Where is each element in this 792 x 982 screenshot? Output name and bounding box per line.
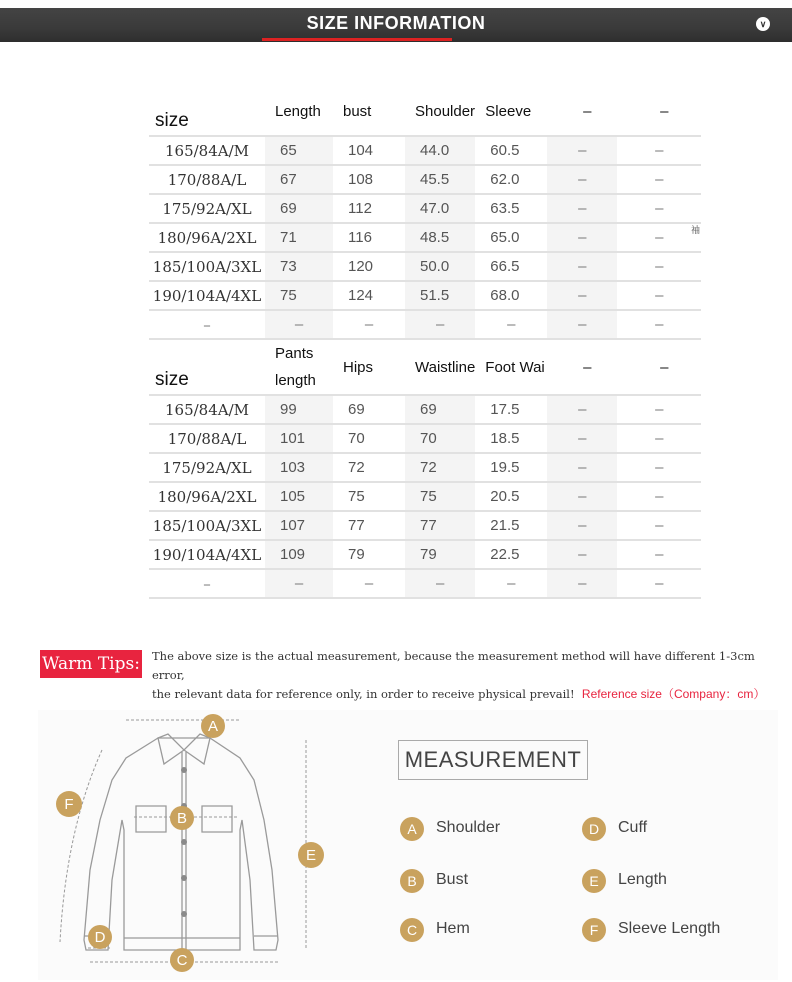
table-cell: –	[617, 482, 701, 511]
tips-line-2-text: the relevant data for reference only, in order to receive physical prevail!	[152, 687, 575, 701]
table-cell: –	[617, 540, 701, 569]
legend-label: Sleeve Length	[618, 920, 721, 937]
column-header: Shoulder	[405, 87, 475, 136]
table-cell: –	[405, 569, 475, 598]
size-cell: 190/104A/4XL	[149, 281, 265, 310]
table-cell: 67	[265, 165, 333, 194]
legend-badge: C	[400, 918, 424, 942]
table-cell: 112	[333, 194, 405, 223]
table-row	[149, 194, 701, 223]
table-cell: 68.0	[475, 281, 547, 310]
table-cell: 69	[405, 395, 475, 424]
table-cell: –	[547, 540, 617, 569]
table-cell: –	[617, 281, 701, 310]
table-cell: 124	[333, 281, 405, 310]
title-underline	[262, 38, 452, 41]
column-header: Foot Wai	[475, 339, 547, 395]
warm-tips-text	[152, 647, 772, 704]
table-cell: –	[547, 453, 617, 482]
table-cell: –	[265, 569, 333, 598]
size-cell: 180/96A/2XL	[149, 223, 265, 252]
table-cell: 69	[265, 194, 333, 223]
size-table	[149, 87, 701, 599]
table-cell: 69	[333, 395, 405, 424]
table-cell: –	[547, 223, 617, 252]
size-cell: 175/92A/XL	[149, 453, 265, 482]
table-cell: 79	[333, 540, 405, 569]
tips-line-1: The above size is the actual measurement, because the measurement method will have different 1-3cm error,	[152, 649, 755, 682]
table-cell: 73	[265, 252, 333, 281]
stray-mark: 袖	[691, 225, 701, 235]
svg-text:F: F	[64, 796, 74, 813]
table-cell: 65.0	[475, 223, 547, 252]
table-cell: 72	[333, 453, 405, 482]
tips-line-2	[152, 685, 772, 704]
legend-label: Bust	[436, 871, 469, 888]
table-cell: 77	[405, 511, 475, 540]
table-cell: 65	[265, 136, 333, 165]
table-cell: –	[547, 482, 617, 511]
marker-B	[170, 806, 194, 830]
column-header: Waistline	[405, 339, 475, 395]
table-row	[149, 223, 701, 252]
table-row	[149, 252, 701, 281]
table-cell: 75	[333, 482, 405, 511]
marker-D	[88, 925, 112, 949]
table-cell: –	[547, 136, 617, 165]
table-cell: 62.0	[475, 165, 547, 194]
legend-label: Hem	[436, 920, 470, 937]
reference-size: Reference size（Company：cm）	[581, 687, 766, 701]
table-cell: 51.5	[405, 281, 475, 310]
warm-tips-badge: Warm Tips:	[40, 650, 142, 678]
header-bar	[0, 8, 792, 42]
svg-text:B: B	[176, 810, 188, 827]
table-cell: 60.5	[475, 136, 547, 165]
table-row	[149, 310, 701, 339]
table-row	[149, 165, 701, 194]
table-cell: –	[617, 223, 701, 252]
table-cell: 109	[265, 540, 333, 569]
table-cell: –	[547, 511, 617, 540]
table-cell: –	[475, 310, 547, 339]
table-row	[149, 281, 701, 310]
table-cell: 103	[265, 453, 333, 482]
table-cell: –	[617, 424, 701, 453]
table-cell: 21.5	[475, 511, 547, 540]
table-cell: –	[333, 310, 405, 339]
table-cell: –	[547, 194, 617, 223]
table-cell: 75	[405, 482, 475, 511]
table-cell: –	[617, 395, 701, 424]
size-cell: 165/84A/M	[149, 395, 265, 424]
size-cell: 180/96A/2XL	[149, 482, 265, 511]
legend-label: Cuff	[618, 819, 648, 836]
table-row	[149, 569, 701, 598]
marker-C	[170, 948, 194, 972]
table-row	[149, 453, 701, 482]
column-header: Pants length	[265, 339, 333, 395]
table-cell: 63.5	[475, 194, 547, 223]
size-header: size	[149, 339, 265, 395]
table-cell: 45.5	[405, 165, 475, 194]
column-header: bust	[333, 87, 405, 136]
column-header: Sleeve	[475, 87, 547, 136]
table-cell: 70	[405, 424, 475, 453]
size-cell: –	[149, 310, 265, 339]
table-cell: –	[547, 569, 617, 598]
table-cell: 50.0	[405, 252, 475, 281]
table-cell: 66.5	[475, 252, 547, 281]
table-cell: –	[265, 310, 333, 339]
legend-badge: E	[582, 869, 606, 893]
table-cell: 20.5	[475, 482, 547, 511]
table-row	[149, 395, 701, 424]
column-header: –	[617, 339, 701, 395]
table-row	[149, 424, 701, 453]
table-cell: 79	[405, 540, 475, 569]
marker-F	[56, 791, 82, 817]
table-cell: 107	[265, 511, 333, 540]
size-cell: –	[149, 569, 265, 598]
legend-label: Shoulder	[436, 819, 501, 836]
svg-text:D: D	[94, 929, 106, 946]
size-header: size	[149, 87, 265, 136]
table-cell: –	[547, 252, 617, 281]
size-cell: 185/100A/3XL	[149, 252, 265, 281]
table-cell: –	[617, 194, 701, 223]
table-cell: –	[405, 310, 475, 339]
column-header: –	[547, 87, 617, 136]
table-cell: 72	[405, 453, 475, 482]
table-cell: –	[617, 165, 701, 194]
table-cell: 104	[333, 136, 405, 165]
table-row	[149, 482, 701, 511]
table-cell: –	[333, 569, 405, 598]
table-cell: 75	[265, 281, 333, 310]
table-cell: –	[547, 424, 617, 453]
table-cell: 17.5	[475, 395, 547, 424]
legend-badge: F	[582, 918, 606, 942]
table-cell: 105	[265, 482, 333, 511]
table-cell: 120	[333, 252, 405, 281]
column-header: Hips	[333, 339, 405, 395]
size-cell: 190/104A/4XL	[149, 540, 265, 569]
table-cell: 77	[333, 511, 405, 540]
chevron-down-icon[interactable]: ∨	[756, 17, 770, 31]
table-cell: 71	[265, 223, 333, 252]
svg-text:E: E	[305, 847, 317, 864]
table-cell: –	[617, 136, 701, 165]
table-cell: 108	[333, 165, 405, 194]
size-cell: 170/88A/L	[149, 424, 265, 453]
table-cell: 101	[265, 424, 333, 453]
size-cell: 170/88A/L	[149, 165, 265, 194]
table-cell: 99	[265, 395, 333, 424]
marker-E	[298, 842, 324, 868]
table-cell: 44.0	[405, 136, 475, 165]
page-title: SIZE INFORMATION	[306, 13, 486, 33]
size-cell: 165/84A/M	[149, 136, 265, 165]
table-cell: 116	[333, 223, 405, 252]
legend-badge: A	[400, 817, 424, 841]
table-cell: –	[617, 252, 701, 281]
table-cell: –	[617, 453, 701, 482]
table-row	[149, 511, 701, 540]
table-cell: –	[547, 281, 617, 310]
svg-text:C: C	[176, 952, 188, 969]
table-cell: 18.5	[475, 424, 547, 453]
svg-text:A: A	[207, 718, 219, 735]
table1-header-row	[149, 87, 701, 136]
table-cell: 47.0	[405, 194, 475, 223]
legend-badge: B	[400, 869, 424, 893]
table-cell: –	[547, 395, 617, 424]
size-cell: 185/100A/3XL	[149, 511, 265, 540]
table-cell: –	[547, 165, 617, 194]
table-cell: 22.5	[475, 540, 547, 569]
measurement-title: MEASUREMENT	[398, 740, 588, 780]
table-cell: –	[475, 569, 547, 598]
marker-A	[201, 714, 225, 738]
table-cell: –	[617, 569, 701, 598]
size-cell: 175/92A/XL	[149, 194, 265, 223]
legend-badge: D	[582, 817, 606, 841]
table-row	[149, 136, 701, 165]
table-cell: –	[547, 310, 617, 339]
table-cell: 48.5	[405, 223, 475, 252]
table-cell: 70	[333, 424, 405, 453]
column-header: –	[547, 339, 617, 395]
table-cell: –	[617, 310, 701, 339]
table-cell: 19.5	[475, 453, 547, 482]
table-cell: –	[617, 511, 701, 540]
legend-label: Length	[618, 871, 667, 888]
table-row	[149, 540, 701, 569]
column-header: –	[617, 87, 701, 136]
column-header: Length	[265, 87, 333, 136]
table2-header-row	[149, 339, 701, 395]
